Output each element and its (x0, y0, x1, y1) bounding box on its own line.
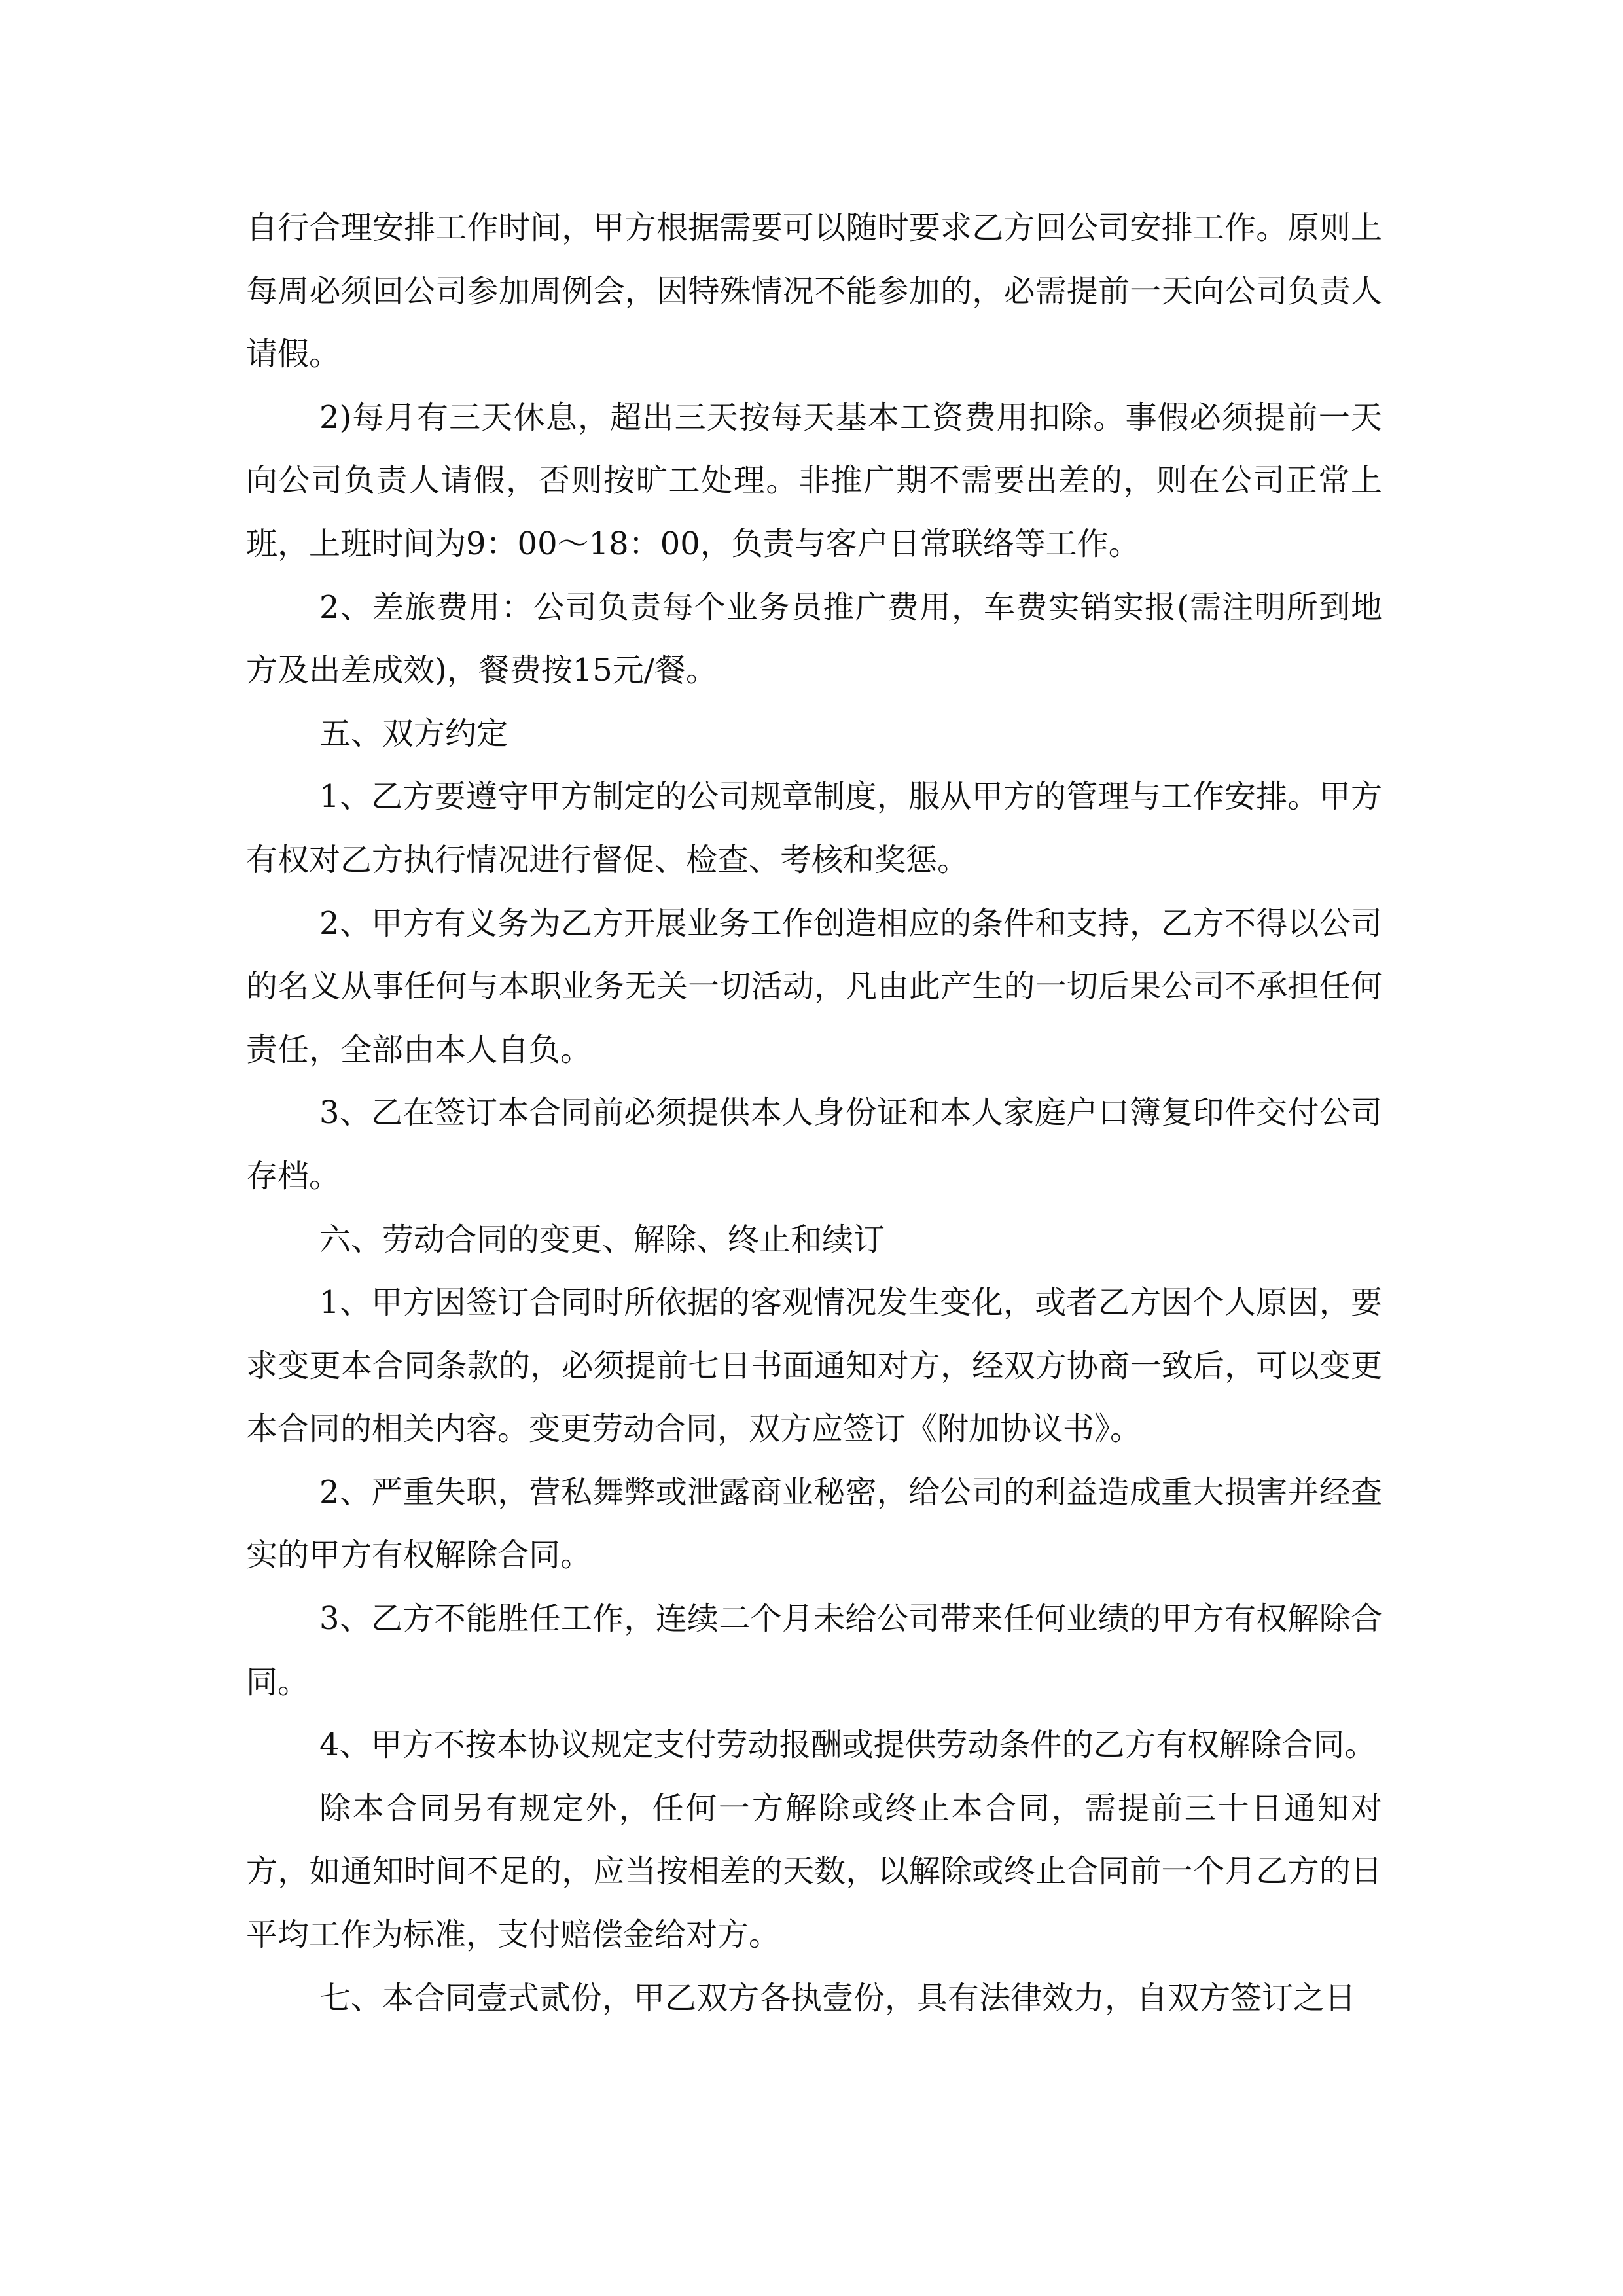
paragraph-rest-days: 2)每月有三天休息，超出三天按每天基本工资费用扣除。事假必须提前一天向公司负责人请假，否则按旷工处理。非推广期不需要出差的，则在公司正常上班，上班时间为9：00～18：00，负责与客户日常联络等工作。 (246, 399, 1382, 562)
paragraph-agreement-2: 2、甲方有义务为乙方开展业务工作创造相应的条件和支持，乙方不得以公司的名义从事任何与本职业务无关一切活动，凡由此产生的一切后果公司不承担任何责任，全部由本人自负。 (246, 905, 1382, 1068)
paragraph-change-1: 1、甲方因签订合同时所依据的客观情况发生变化，或者乙方因个人原因，要求变更本合同条款的，必须提前七日书面通知对方，经双方协商一致后，可以变更本合同的相关内容。变更劳动合同，双方应签订《附加协议书》。 (246, 1284, 1382, 1448)
paragraph-agreement-1: 1、乙方要遵守甲方制定的公司规章制度，服从甲方的管理与工作安排。甲方有权对乙方执行情况进行督促、检查、考核和奖惩。 (246, 778, 1382, 878)
paragraph-change-4: 4、甲方不按本协议规定支付劳动报酬或提供劳动条件的乙方有权解除合同。 (319, 1727, 1376, 1764)
section-heading-contract-changes: 六、劳动合同的变更、解除、终止和续订 (319, 1221, 885, 1258)
document-page (246, 196, 1382, 2030)
paragraph-travel-expenses: 2、差旅费用：公司负责每个业务员推广费用，车费实销实报(需注明所到地方及出差成效)，餐费按15元/餐。 (246, 588, 1382, 689)
paragraph-change-2: 2、严重失职，营私舞弊或泄露商业秘密，给公司的利益造成重大损害并经查实的甲方有权解除合同。 (246, 1473, 1382, 1574)
paragraph-change-3: 3、乙方不能胜任工作，连续二个月未给公司带来任何业绩的甲方有权解除合同。 (246, 1600, 1382, 1700)
paragraph-work-schedule: 自行合理安排工作时间，甲方根据需要可以随时要求乙方回公司安排工作。原则上每周必须回公司参加周例会，因特殊情况不能参加的，必需提前一天向公司负责人请假。 (246, 209, 1382, 373)
paragraph-termination-notice: 除本合同另有规定外，任何一方解除或终止本合同，需提前三十日通知对方，如通知时间不足的，应当按相差的天数，以解除或终止合同前一个月乙方的日平均工作为标准，支付赔偿金给对方。 (246, 1789, 1382, 1954)
section-heading-mutual-agreement: 五、双方约定 (319, 715, 508, 752)
paragraph-agreement-3: 3、乙在签订本合同前必须提供本人身份证和本人家庭户口簿复印件交付公司存档。 (246, 1094, 1382, 1194)
section-heading-copies: 七、本合同壹式贰份，甲乙双方各执壹份，具有法律效力，自双方签订之日 (319, 1979, 1357, 2017)
